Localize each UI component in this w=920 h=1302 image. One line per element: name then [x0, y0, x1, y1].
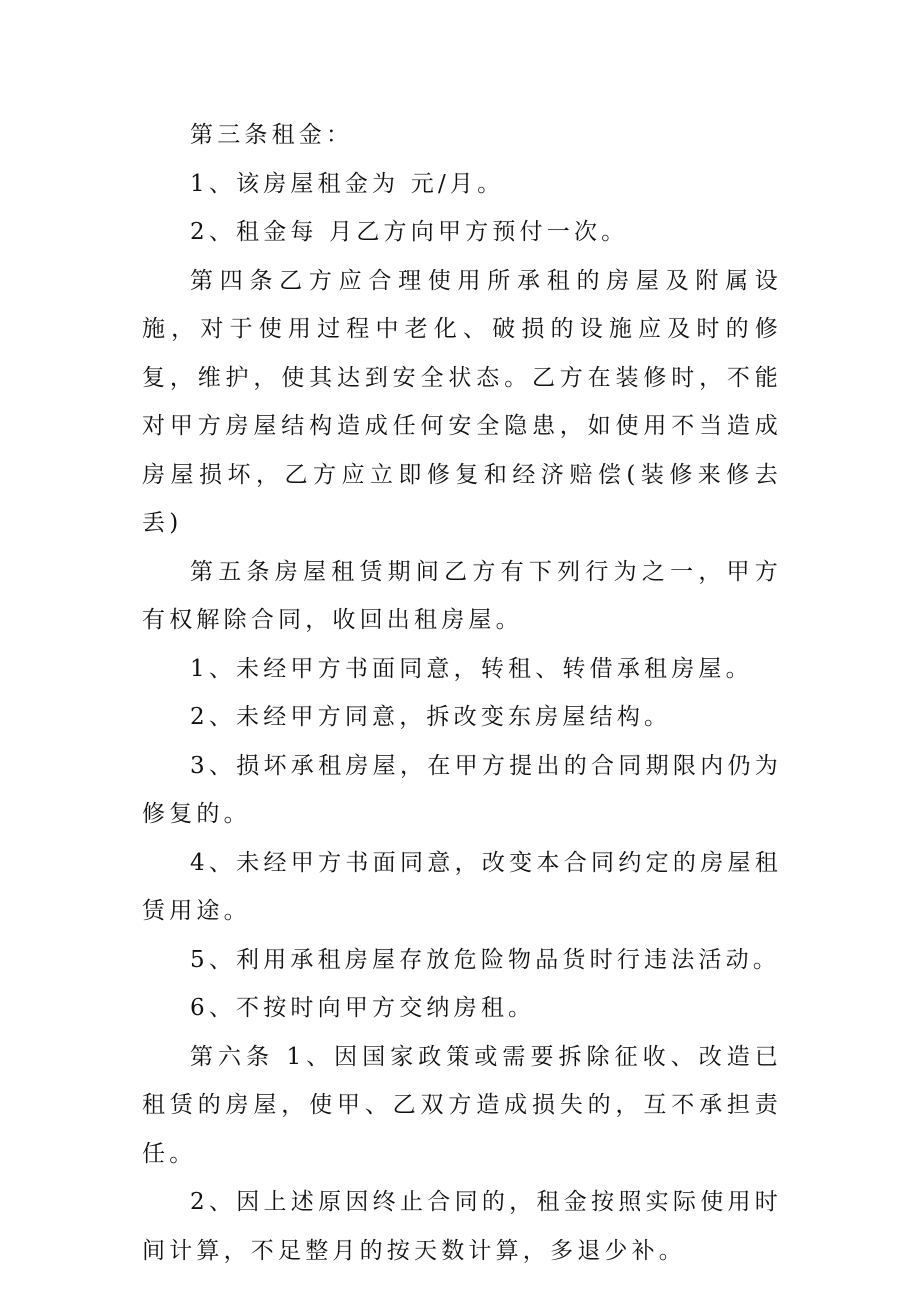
clause-5-heading: 第五条房屋租赁期间乙方有下列行为之一，甲方有权解除合同，收回出租房屋。 — [142, 558, 782, 633]
document-page — [142, 111, 782, 1275]
clause-5-item-3: 3、损坏承租房屋，在甲方提出的合同期限内仍为修复的。 — [142, 752, 782, 827]
clause-5-item-1: 1、未经甲方书面同意，转租、转借承租房屋。 — [190, 655, 753, 682]
clause-3-item-1: 1、该房屋租金为 元/月。 — [190, 170, 505, 197]
clause-3-item-2: 2、租金每 月乙方向甲方预付一次。 — [190, 219, 629, 245]
clause-5-item-5: 5、利用承租房屋存放危险物品货时行违法活动。 — [190, 946, 781, 973]
clause-6-item-1: 第六条 1、因国家政策或需要拆除征收、改造已租赁的房屋，使甲、乙双方造成损失的，互不承担责任。 — [142, 1043, 782, 1167]
clause-5-item-4: 4、未经甲方书面同意，改变本合同约定的房屋租赁用途。 — [142, 849, 782, 924]
clause-5-item-6: 6、不按时向甲方交纳房租。 — [190, 995, 536, 1021]
clause-6-item-2: 2、因上述原因终止合同的，租金按照实际使用时间计算，不足整月的按天数计算，多退少补。 — [142, 1189, 782, 1264]
clause-5-item-2: 2、未经甲方同意，拆改变东房屋结构。 — [190, 704, 672, 730]
clause-3-heading: 第三条租金： — [190, 122, 354, 148]
clause-4: 第四条乙方应合理使用所承租的房屋及附属设施，对于使用过程中老化、破损的设施应及时的修复，维护，使其达到安全状态。乙方在装修时，不能对甲方房屋结构造成任何安全隐患，如使用不当造成房屋损坏，乙方应立即修复和经济赔偿(装修来修去丢) — [142, 267, 782, 536]
